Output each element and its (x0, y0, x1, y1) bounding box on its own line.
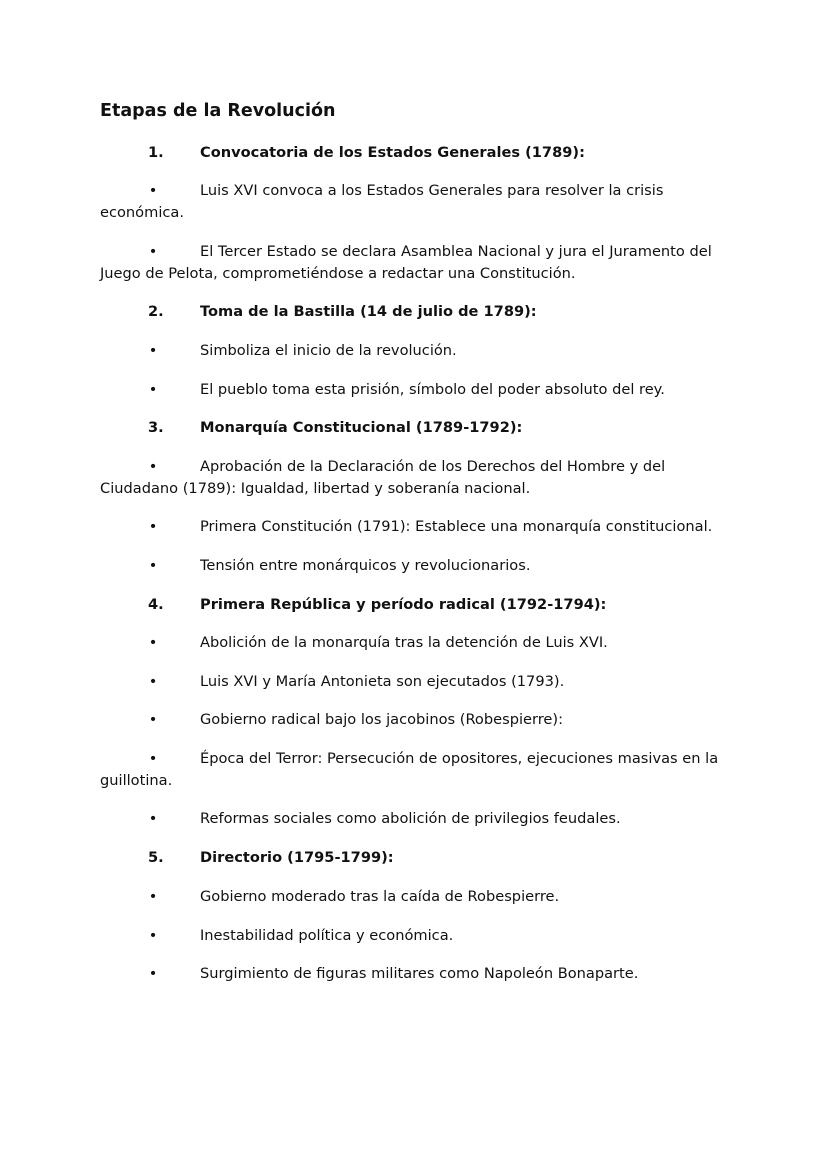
bullet-icon: • (148, 634, 158, 651)
list-item (0, 748, 828, 792)
list-item-text: Surgimiento de figuras militares como Napoleón Bonaparte. (200, 965, 639, 982)
list-item (0, 180, 828, 224)
section-heading-text: Convocatoria de los Estados Generales (1789): (200, 144, 585, 161)
list-item-text: Inestabilidad política y económica. (200, 927, 454, 944)
section-number: 3. (148, 419, 164, 436)
list-item-continuation: Juego de Pelota, comprometiéndose a redactar una Constitución. (100, 265, 576, 282)
bullet-icon: • (148, 342, 158, 359)
list-item-continuation: Ciudadano (1789): Igualdad, libertad y soberanía nacional. (100, 480, 531, 497)
section-heading-text: Monarquía Constitucional (1789-1792): (200, 419, 523, 436)
bullet-icon: • (148, 927, 158, 944)
list-item-text: El Tercer Estado se declara Asamblea Nacional y jura el Juramento del (200, 243, 712, 260)
list-item (0, 241, 828, 285)
section-number: 5. (148, 849, 164, 866)
bullet-icon: • (148, 557, 158, 574)
bullet-icon: • (148, 888, 158, 905)
section-heading-text: Directorio (1795-1799): (200, 849, 394, 866)
section-heading-text: Primera República y período radical (1792-1794): (200, 596, 607, 613)
list-item-text: Simboliza el inicio de la revolución. (200, 342, 457, 359)
list-item (0, 456, 828, 500)
list-item-text: Aprobación de la Declaración de los Derechos del Hombre y del (200, 458, 666, 475)
list-item-text: Gobierno radical bajo los jacobinos (Robespierre): (200, 711, 564, 728)
bullet-icon: • (148, 381, 158, 398)
list-item-text: Luis XVI convoca a los Estados Generales para resolver la crisis (200, 182, 664, 199)
list-item-text: Luis XVI y María Antonieta son ejecutados (1793). (200, 673, 565, 690)
bullet-icon: • (148, 518, 158, 535)
bullet-icon: • (148, 182, 158, 199)
bullet-icon: • (148, 458, 158, 475)
page-title: Etapas de la Revolución (100, 101, 336, 121)
list-item-continuation: guillotina. (100, 772, 173, 789)
bullet-icon: • (148, 673, 158, 690)
bullet-icon: • (148, 750, 158, 767)
list-item-text: Primera Constitución (1791): Establece una monarquía constitucional. (200, 518, 713, 535)
bullet-icon: • (148, 711, 158, 728)
bullet-icon: • (148, 810, 158, 827)
list-item-text: Época del Terror: Persecución de opositores, ejecuciones masivas en la (200, 750, 719, 767)
bullet-icon: • (148, 243, 158, 260)
section-number: 2. (148, 303, 164, 320)
list-item-text: Gobierno moderado tras la caída de Robespierre. (200, 888, 560, 905)
list-item-continuation: económica. (100, 204, 184, 221)
section-heading-text: Toma de la Bastilla (14 de julio de 1789): (200, 303, 537, 320)
list-item-text: Tensión entre monárquicos y revolucionarios. (200, 557, 531, 574)
bullet-icon: • (148, 965, 158, 982)
list-item-text: Abolición de la monarquía tras la detención de Luis XVI. (200, 634, 608, 651)
section-number: 1. (148, 144, 164, 161)
list-item-text: Reformas sociales como abolición de privilegios feudales. (200, 810, 621, 827)
section-number: 4. (148, 596, 164, 613)
list-item-text: El pueblo toma esta prisión, símbolo del poder absoluto del rey. (200, 381, 665, 398)
